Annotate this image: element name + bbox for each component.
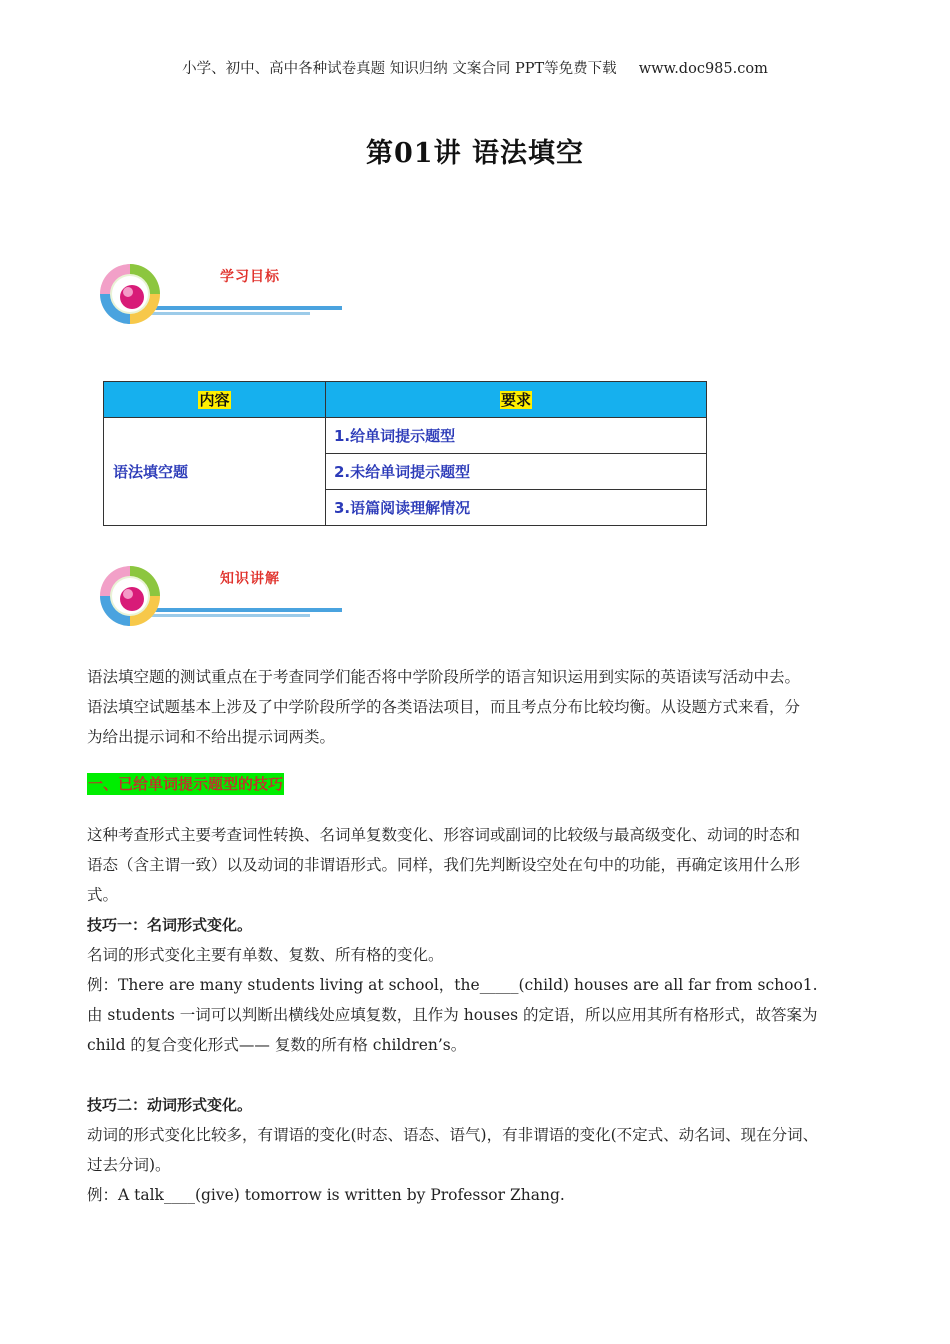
page-title: 第01讲 语法填空 [366, 138, 584, 169]
page-header [0, 57, 950, 78]
table-header-row [104, 382, 707, 418]
requirement-cell: 1.给单词提示题型 [326, 418, 707, 454]
text-line: 名词的形式变化主要有单数、复数、所有格的变化。 [87, 946, 444, 964]
example-line: 例：A talk____(give) tomorrow is written by Professor Zhang. [87, 1186, 565, 1204]
text-line: 语法填空试题基本上涉及了中学阶段所学的各类语法项目，而且考点分布比较均衡。从设题方式来看，分 [87, 698, 801, 716]
spacer [87, 1060, 877, 1090]
goals-table [103, 381, 707, 526]
badge-label: 学习目标 [220, 269, 280, 285]
text-line: 语法填空题的测试重点在于考查同学们能否将中学阶段所学的语言知识运用到实际的英语读写活动中去。 [87, 668, 801, 686]
text-line: 动词的形式变化比较多，有谓语的变化(时态、语态、语气)，有非谓语的变化(不定式、动名词、现在分词、 [87, 1126, 819, 1144]
text-line: 过去分词)。 [87, 1156, 171, 1174]
text-line: 语态（含主谓一致）以及动词的非谓语形式。同样，我们先判断设空处在句中的功能，再确定该用什么形 [87, 856, 801, 874]
table-row [104, 418, 707, 454]
text-line: 这种考查形式主要考查词性转换、名词单复数变化、形容词或副词的比较级与最高级变化、动词的时态和 [87, 826, 801, 844]
section-body [87, 820, 877, 1210]
header-requirement: 要求 [326, 382, 707, 418]
example-line: 例：There are many students living at school，the_____(child) houses are all far from schoo1. [87, 976, 818, 994]
topic-cell: 语法填空题 [104, 418, 326, 526]
requirement-cell: 3.语篇阅读理解情况 [326, 490, 707, 526]
learning-goals-badge [98, 262, 344, 326]
section-heading: 一、已给单词提示题型的技巧 [88, 775, 284, 793]
intro-paragraph [87, 662, 877, 752]
badge-label: 知识讲解 [220, 571, 280, 587]
requirement-cell: 2.未给单词提示题型 [326, 454, 707, 490]
header-url[interactable]: www.doc985.com [638, 61, 768, 77]
header-content: 内容 [104, 382, 326, 418]
skill-heading: 技巧一：名词形式变化。 [87, 916, 253, 934]
text-line: child 的复合变化形式—— 复数的所有格 children’s。 [87, 1036, 467, 1054]
text-line: 式。 [87, 886, 119, 904]
skill-heading: 技巧二：动词形式变化。 [87, 1096, 253, 1114]
header-text: 小学、初中、高中各种试卷真题 知识归纳 文案合同 PPT等免费下载 [182, 61, 617, 77]
text-line: 由 students 一词可以判断出横线处应填复数，且作为 houses 的定语，所以应用其所有格形式，故答案为 [87, 1006, 818, 1024]
knowledge-badge [98, 564, 344, 628]
text-line: 为给出提示词和不给出提示词两类。 [87, 728, 336, 746]
